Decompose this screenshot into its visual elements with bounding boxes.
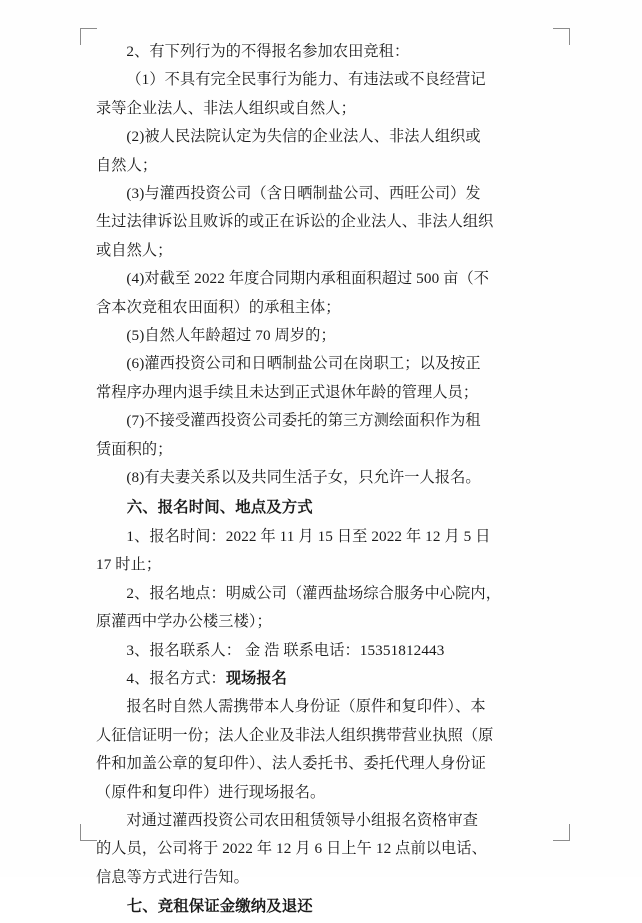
paragraph-line: 生过法律诉讼且败诉的或正在诉讼的企业法人、非法人组织 <box>96 213 494 231</box>
crop-mark-top-left <box>80 28 97 45</box>
paragraph-line: 原灌西中学办公楼三楼）； <box>96 613 272 631</box>
paragraph-line: 信息等方式进行告知。 <box>96 868 249 886</box>
paragraph-line: (7)不接受灌西投资公司委托的第三方测绘面积作为租 <box>126 412 481 430</box>
paragraph-line: 常程序办理内退手续且未达到正式退休年龄的管理人员； <box>96 383 479 401</box>
paragraph-line: 2、报名地点：明威公司（灌西盐场综合服务中心院内， <box>126 584 501 602</box>
section-heading: 七、竞租保证金缴纳及退还 <box>126 898 313 916</box>
paragraph-line: (5)自然人年龄超过 70 周岁的； <box>126 327 336 345</box>
paragraph-line: 或自然人； <box>96 241 173 259</box>
document-body <box>96 38 556 923</box>
paragraph-line: （原件和复印件）进行现场报名。 <box>96 783 326 801</box>
paragraph-line: 2、有下列行为的不得报名参加农田竞租： <box>126 43 410 60</box>
paragraph-line: 件和加盖公章的复印件）、法人委托书、委托代理人身份证 <box>96 755 486 773</box>
paragraph-line: 17 时止； <box>96 556 162 574</box>
paragraph-line: 人征信证明一份；法人企业及非法人组织携带营业执照（原 <box>96 726 494 744</box>
paragraph-line: 赁面积的； <box>96 440 173 458</box>
paragraph-line: 1、报名时间：2022 年 11 月 15 日至 2022 年 12 月 5 日 <box>126 528 491 545</box>
paragraph-line: (2)被人民法院认定为失信的企业法人、非法人组织或 <box>126 128 481 146</box>
paragraph-line: 录等企业法人、非法人组织或自然人； <box>96 99 356 117</box>
paragraph-line: 含本次竞租农田面积）的承租主体； <box>96 298 341 316</box>
crop-mark-bottom-left <box>80 824 97 841</box>
paragraph-line: (4)对截至 2022 年度合同期内承租面积超过 500 亩（不 <box>126 270 490 288</box>
section-heading: 六、报名时间、地点及方式 <box>126 498 313 516</box>
paragraph-line: (8)有夫妻关系以及共同生活子女，只允许一人报名。 <box>126 469 481 487</box>
paragraph-line: （1）不具有完全民事行为能力、有违法或不良经营记 <box>126 71 486 89</box>
paragraph-line: 的人员，公司将于 2022 年 12 月 6 日上午 12 点前以电话、 <box>96 840 487 858</box>
emphasized-text: 现场报名 <box>225 670 287 688</box>
paragraph-line: 自然人； <box>96 156 158 174</box>
paragraph-line: 报名时自然人需携带本人身份证（原件和复印件）、本 <box>126 698 486 716</box>
paragraph-line: 4、报名方式：现场报名 <box>126 670 287 688</box>
paragraph-line: 3、报名联系人： 金 浩 联系电话：15351812443 <box>126 641 445 659</box>
paragraph-line: (3)与灌西投资公司（含日晒制盐公司、西旺公司）发 <box>126 185 481 203</box>
paragraph-line: (6)灌西投资公司和日晒制盐公司在岗职工；以及按正 <box>126 355 481 373</box>
paragraph-line: 对通过灌西投资公司农田租赁领导小组报名资格审查 <box>126 812 479 830</box>
